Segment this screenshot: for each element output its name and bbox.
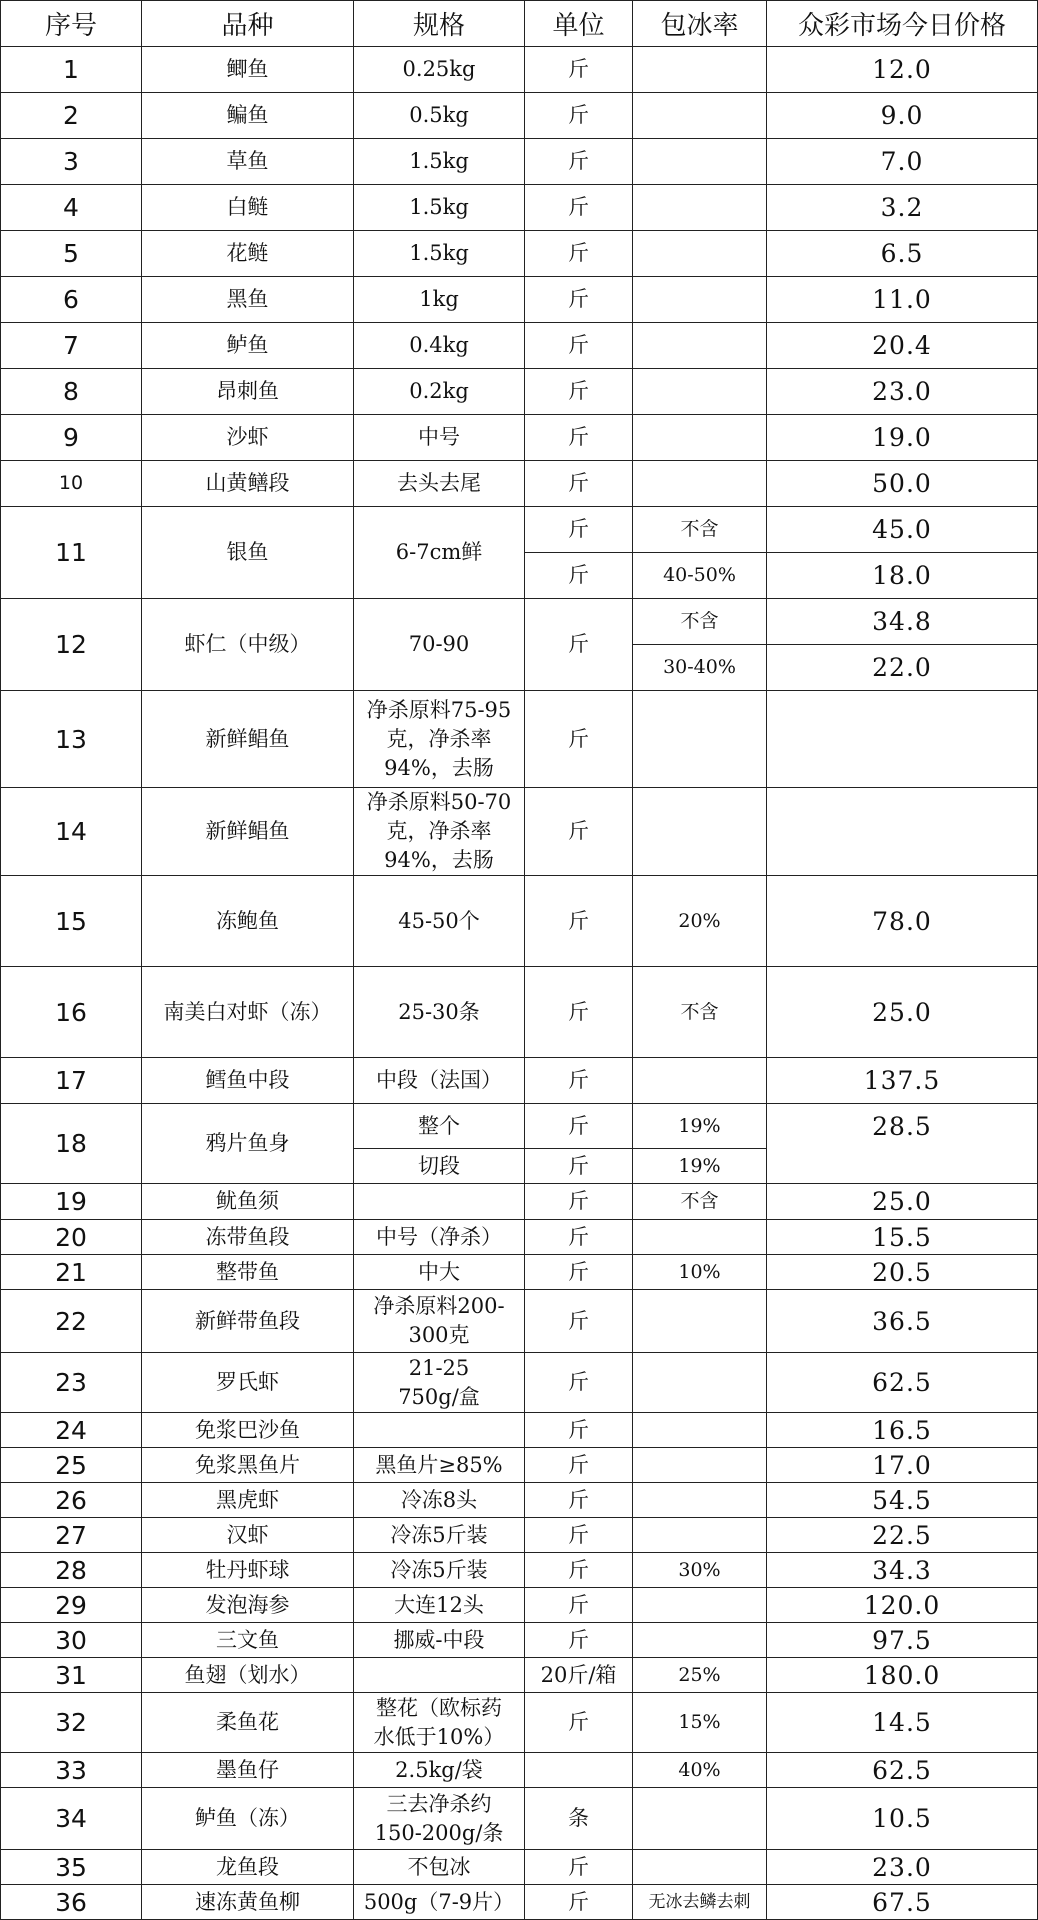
table-row: [1, 185, 1038, 231]
row-spec: 中号: [354, 415, 525, 461]
row-price: 180.0: [767, 1658, 1038, 1693]
row-spec: 45-50个: [354, 876, 525, 967]
row-price: 34.8: [767, 599, 1038, 645]
row-name: 南美白对虾（冻）: [142, 967, 354, 1058]
row-no: 9: [1, 415, 142, 461]
row-ice: 15%: [633, 1693, 767, 1753]
table-row: [1, 1448, 1038, 1483]
row-unit: 斤: [525, 876, 633, 967]
row-no: 36: [1, 1885, 142, 1920]
row-price: 45.0: [767, 507, 1038, 553]
row-name: 免浆黑鱼片: [142, 1448, 354, 1483]
table-row: [1, 876, 1038, 967]
row-ice: [633, 93, 767, 139]
table-row: [1, 369, 1038, 415]
row-spec: 1.5kg: [354, 231, 525, 277]
row-name: 免浆巴沙鱼: [142, 1413, 354, 1448]
row-spec: 冷冻5斤装: [354, 1518, 525, 1553]
row-price: 137.5: [767, 1058, 1038, 1104]
row-name: 鸦片鱼身: [142, 1104, 354, 1184]
table-row: [1, 1658, 1038, 1693]
row-spec: 1.5kg: [354, 139, 525, 185]
row-ice: [633, 47, 767, 93]
row-spec: 切段: [354, 1149, 525, 1184]
row-ice: [633, 691, 767, 788]
row-name: 新鲜鲳鱼: [142, 691, 354, 788]
row-price: 67.5: [767, 1885, 1038, 1920]
row-name: 鱿鱼须: [142, 1184, 354, 1220]
row-unit: 斤: [525, 93, 633, 139]
row-name: 三文鱼: [142, 1623, 354, 1658]
row-ice: 无冰去鳞去刺: [633, 1885, 767, 1920]
row-no: 5: [1, 231, 142, 277]
table-row: [1, 1553, 1038, 1588]
table-row: [1, 1693, 1038, 1753]
row-no: 33: [1, 1753, 142, 1788]
row-no: 31: [1, 1658, 142, 1693]
row-no: 32: [1, 1693, 142, 1753]
row-no: 14: [1, 788, 142, 876]
row-price: 19.0: [767, 415, 1038, 461]
row-unit: 斤: [525, 967, 633, 1058]
row-ice: [633, 1058, 767, 1104]
row-no: 6: [1, 277, 142, 323]
row-price: 20.5: [767, 1255, 1038, 1290]
row-name: 沙虾: [142, 415, 354, 461]
header-unit: 单位: [525, 1, 633, 47]
row-spec: 去头去尾: [354, 461, 525, 507]
row-unit: 斤: [525, 1483, 633, 1518]
row-no: 11: [1, 507, 142, 599]
row-spec: 冷冻5斤装: [354, 1553, 525, 1588]
table-row: [1, 788, 1038, 876]
table-row: [1, 507, 1038, 553]
row-price: 7.0: [767, 139, 1038, 185]
table-row: [1, 1104, 1038, 1149]
row-spec: [354, 1788, 525, 1850]
row-price: 18.0: [767, 553, 1038, 599]
row-no: 30: [1, 1623, 142, 1658]
row-unit: 斤: [525, 1104, 633, 1149]
table-row: [1, 1058, 1038, 1104]
row-no: 26: [1, 1483, 142, 1518]
row-spec-line: 净杀原料75-95: [366, 697, 512, 722]
row-spec-line: 整花（欧标药: [376, 1695, 502, 1720]
row-ice: [633, 1788, 767, 1850]
row-spec: [354, 1353, 525, 1413]
row-spec: 整个: [354, 1104, 525, 1149]
table-row: [1, 1255, 1038, 1290]
row-name: 花鲢: [142, 231, 354, 277]
table-row: [1, 1885, 1038, 1920]
row-unit: 斤: [525, 1693, 633, 1753]
row-unit: 斤: [525, 553, 633, 599]
row-spec: 1kg: [354, 277, 525, 323]
row-unit: 斤: [525, 1058, 633, 1104]
row-name: 鱼翅（划水）: [142, 1658, 354, 1693]
row-spec: [354, 788, 525, 876]
row-no: 15: [1, 876, 142, 967]
table-row: [1, 1184, 1038, 1220]
row-name: 牡丹虾球: [142, 1553, 354, 1588]
row-ice: 不含: [633, 1184, 767, 1220]
row-spec: 2.5kg/袋: [354, 1753, 525, 1788]
row-unit: 斤: [525, 1623, 633, 1658]
row-ice: [633, 1850, 767, 1885]
header-row: [1, 1, 1038, 47]
row-spec: [354, 1658, 525, 1693]
row-unit: 斤: [525, 599, 633, 691]
table-row: [1, 461, 1038, 507]
row-spec-line: 94%，去肠: [384, 755, 494, 780]
row-ice: 30-40%: [633, 645, 767, 691]
row-spec: 1.5kg: [354, 185, 525, 231]
row-price: 36.5: [767, 1290, 1038, 1353]
table-row: [1, 323, 1038, 369]
row-price: 3.2: [767, 185, 1038, 231]
row-price: 9.0: [767, 93, 1038, 139]
row-name: 黑鱼: [142, 277, 354, 323]
row-price: 78.0: [767, 876, 1038, 967]
row-ice: [633, 139, 767, 185]
header-spec: 规格: [354, 1, 525, 47]
row-price: 62.5: [767, 1353, 1038, 1413]
row-ice: 25%: [633, 1658, 767, 1693]
row-name: 发泡海参: [142, 1588, 354, 1623]
row-ice: 不含: [633, 967, 767, 1058]
row-unit: 斤: [525, 1149, 633, 1184]
row-unit: 斤: [525, 369, 633, 415]
row-ice: 不含: [633, 599, 767, 645]
row-unit: 斤: [525, 1413, 633, 1448]
header-name: 品种: [142, 1, 354, 47]
row-no: 21: [1, 1255, 142, 1290]
table-row: [1, 415, 1038, 461]
row-spec: 中大: [354, 1255, 525, 1290]
row-unit: 斤: [525, 47, 633, 93]
row-unit: 斤: [525, 415, 633, 461]
header-no: 序号: [1, 1, 142, 47]
row-spec: [354, 1413, 525, 1448]
table-row: [1, 1518, 1038, 1553]
row-unit: 斤: [525, 185, 633, 231]
table-row: [1, 1788, 1038, 1850]
row-no: 34: [1, 1788, 142, 1850]
row-price: 23.0: [767, 369, 1038, 415]
row-unit: 斤: [525, 461, 633, 507]
row-name: 墨鱼仔: [142, 1753, 354, 1788]
row-price: 22.5: [767, 1518, 1038, 1553]
row-spec: [354, 1693, 525, 1753]
table-row: [1, 1353, 1038, 1413]
row-name: 鲈鱼（冻）: [142, 1788, 354, 1850]
row-unit: 斤: [525, 277, 633, 323]
row-no: 23: [1, 1353, 142, 1413]
row-no: 35: [1, 1850, 142, 1885]
table-row: [1, 1220, 1038, 1255]
row-ice: 19%: [633, 1104, 767, 1149]
row-name: 鲈鱼: [142, 323, 354, 369]
row-ice: [633, 1518, 767, 1553]
table-row: [1, 93, 1038, 139]
row-spec-line: 300克: [408, 1323, 470, 1347]
row-spec-line: 水低于10%）: [373, 1724, 505, 1749]
table-row: [1, 1588, 1038, 1623]
row-no: 28: [1, 1553, 142, 1588]
row-no: 29: [1, 1588, 142, 1623]
row-spec: 0.4kg: [354, 323, 525, 369]
row-no: 2: [1, 93, 142, 139]
row-no: 19: [1, 1184, 142, 1220]
row-price: 10.5: [767, 1788, 1038, 1850]
row-price: 15.5: [767, 1220, 1038, 1255]
row-no: 20: [1, 1220, 142, 1255]
row-price: [767, 691, 1038, 788]
row-name: 柔鱼花: [142, 1693, 354, 1753]
row-spec: 挪威-中段: [354, 1623, 525, 1658]
row-name: 鳊鱼: [142, 93, 354, 139]
row-no: 17: [1, 1058, 142, 1104]
row-unit: 斤: [525, 1553, 633, 1588]
row-spec: 25-30条: [354, 967, 525, 1058]
row-ice: 30%: [633, 1553, 767, 1588]
row-ice: [633, 185, 767, 231]
row-unit: 斤: [525, 1290, 633, 1353]
row-ice: [633, 1220, 767, 1255]
row-spec: 冷冻8头: [354, 1483, 525, 1518]
row-name: 冻鲍鱼: [142, 876, 354, 967]
row-name: 草鱼: [142, 139, 354, 185]
table-row: [1, 1850, 1038, 1885]
row-ice: [633, 1448, 767, 1483]
row-ice: 19%: [633, 1149, 767, 1184]
row-unit: 条: [525, 1788, 633, 1850]
row-name: 整带鱼: [142, 1255, 354, 1290]
row-ice: [633, 1623, 767, 1658]
table-row: [1, 967, 1038, 1058]
row-price: 34.3: [767, 1553, 1038, 1588]
row-spec-line: 克，净杀率: [386, 819, 492, 843]
row-name: 山黄鳝段: [142, 461, 354, 507]
row-price: 50.0: [767, 461, 1038, 507]
row-spec-line: 三去净杀约: [386, 1791, 492, 1816]
row-price: 28.5: [767, 1104, 1038, 1184]
row-name: 虾仁（中级）: [142, 599, 354, 691]
row-no: 12: [1, 599, 142, 691]
row-ice: 40-50%: [633, 553, 767, 599]
row-price: 23.0: [767, 1850, 1038, 1885]
table-row: [1, 1483, 1038, 1518]
row-price: 25.0: [767, 1184, 1038, 1220]
row-name: 鳕鱼中段: [142, 1058, 354, 1104]
row-price: 120.0: [767, 1588, 1038, 1623]
row-spec: [354, 691, 525, 788]
row-ice: [633, 461, 767, 507]
row-unit: 斤: [525, 1220, 633, 1255]
table-row: [1, 1413, 1038, 1448]
row-spec: 中段（法国）: [354, 1058, 525, 1104]
row-price: 11.0: [767, 277, 1038, 323]
row-no: 7: [1, 323, 142, 369]
row-name: 冻带鱼段: [142, 1220, 354, 1255]
row-unit: 斤: [525, 1255, 633, 1290]
row-spec-line: 750g/盒: [398, 1384, 480, 1409]
row-spec: 500g（7-9片）: [354, 1885, 525, 1920]
table-row: [1, 139, 1038, 185]
table-row: [1, 47, 1038, 93]
row-price: 22.0: [767, 645, 1038, 691]
table-row: [1, 599, 1038, 645]
row-no: 8: [1, 369, 142, 415]
row-spec-line: 克，净杀率: [386, 726, 492, 751]
row-no: 25: [1, 1448, 142, 1483]
row-spec: [354, 1290, 525, 1353]
row-no: 24: [1, 1413, 142, 1448]
table-row: [1, 231, 1038, 277]
row-spec: 中号（净杀）: [354, 1220, 525, 1255]
row-no: 22: [1, 1290, 142, 1353]
row-price: 54.5: [767, 1483, 1038, 1518]
row-name: 银鱼: [142, 507, 354, 599]
row-spec: 黑鱼片≥85%: [354, 1448, 525, 1483]
row-price: 20.4: [767, 323, 1038, 369]
row-unit: 斤: [525, 788, 633, 876]
row-price: 6.5: [767, 231, 1038, 277]
row-ice: [633, 369, 767, 415]
row-no: 27: [1, 1518, 142, 1553]
row-unit: 斤: [525, 323, 633, 369]
table-row: [1, 691, 1038, 788]
row-price: [767, 788, 1038, 876]
row-name: 龙鱼段: [142, 1850, 354, 1885]
row-unit: 斤: [525, 1353, 633, 1413]
row-unit: [525, 1753, 633, 1788]
row-spec: 大连12头: [354, 1588, 525, 1623]
table-row: [1, 277, 1038, 323]
row-ice: [633, 1588, 767, 1623]
row-unit: 斤: [525, 507, 633, 553]
row-unit: 斤: [525, 691, 633, 788]
row-no: 18: [1, 1104, 142, 1184]
row-price: 97.5: [767, 1623, 1038, 1658]
row-name: 新鲜鲳鱼: [142, 788, 354, 876]
row-name: 速冻黄鱼柳: [142, 1885, 354, 1920]
row-spec-line: 150-200g/条: [374, 1820, 504, 1845]
row-ice: 20%: [633, 876, 767, 967]
row-unit: 斤: [525, 1885, 633, 1920]
row-ice: [633, 1290, 767, 1353]
row-ice: 40%: [633, 1753, 767, 1788]
row-ice: [633, 277, 767, 323]
row-spec-line: 净杀原料200-: [373, 1294, 505, 1318]
row-ice: [633, 1413, 767, 1448]
row-unit: 斤: [525, 231, 633, 277]
row-price: 17.0: [767, 1448, 1038, 1483]
row-spec: 70-90: [354, 599, 525, 691]
row-spec-line: 21-25: [408, 1355, 470, 1380]
row-no: 13: [1, 691, 142, 788]
row-spec: [354, 1184, 525, 1220]
row-name: 鲫鱼: [142, 47, 354, 93]
row-ice: [633, 323, 767, 369]
row-name: 罗氏虾: [142, 1353, 354, 1413]
header-ice-rate: 包冰率: [633, 1, 767, 47]
row-spec: 0.5kg: [354, 93, 525, 139]
row-name: 昂刺鱼: [142, 369, 354, 415]
row-no: 10: [1, 461, 142, 507]
row-ice: [633, 415, 767, 461]
row-price: 25.0: [767, 967, 1038, 1058]
row-name: 新鲜带鱼段: [142, 1290, 354, 1353]
row-name: 黑虎虾: [142, 1483, 354, 1518]
row-price: 12.0: [767, 47, 1038, 93]
row-ice: 10%: [633, 1255, 767, 1290]
row-ice: [633, 788, 767, 876]
row-spec-line: 净杀原料50-70: [366, 790, 512, 814]
row-price: 16.5: [767, 1413, 1038, 1448]
row-unit: 斤: [525, 1850, 633, 1885]
header-price: 众彩市场今日价格: [767, 1, 1038, 47]
row-unit: 20斤/箱: [525, 1658, 633, 1693]
row-spec: 0.2kg: [354, 369, 525, 415]
row-unit: 斤: [525, 1518, 633, 1553]
row-no: 1: [1, 47, 142, 93]
row-unit: 斤: [525, 1448, 633, 1483]
row-no: 4: [1, 185, 142, 231]
row-unit: 斤: [525, 1184, 633, 1220]
row-ice: 不含: [633, 507, 767, 553]
row-ice: [633, 1483, 767, 1518]
row-spec: 6-7cm鲜: [354, 507, 525, 599]
row-name: 汉虾: [142, 1518, 354, 1553]
row-no: 16: [1, 967, 142, 1058]
row-name: 白鲢: [142, 185, 354, 231]
row-unit: 斤: [525, 1588, 633, 1623]
table-row: [1, 1623, 1038, 1658]
row-price: 62.5: [767, 1753, 1038, 1788]
table-row: [1, 1290, 1038, 1353]
row-ice: [633, 231, 767, 277]
row-spec: 0.25kg: [354, 47, 525, 93]
row-price: 14.5: [767, 1693, 1038, 1753]
row-no: 3: [1, 139, 142, 185]
row-unit: 斤: [525, 139, 633, 185]
row-spec-line: 94%，去肠: [384, 848, 494, 872]
row-ice: [633, 1353, 767, 1413]
row-spec: 不包冰: [354, 1850, 525, 1885]
table-row: [1, 1753, 1038, 1788]
